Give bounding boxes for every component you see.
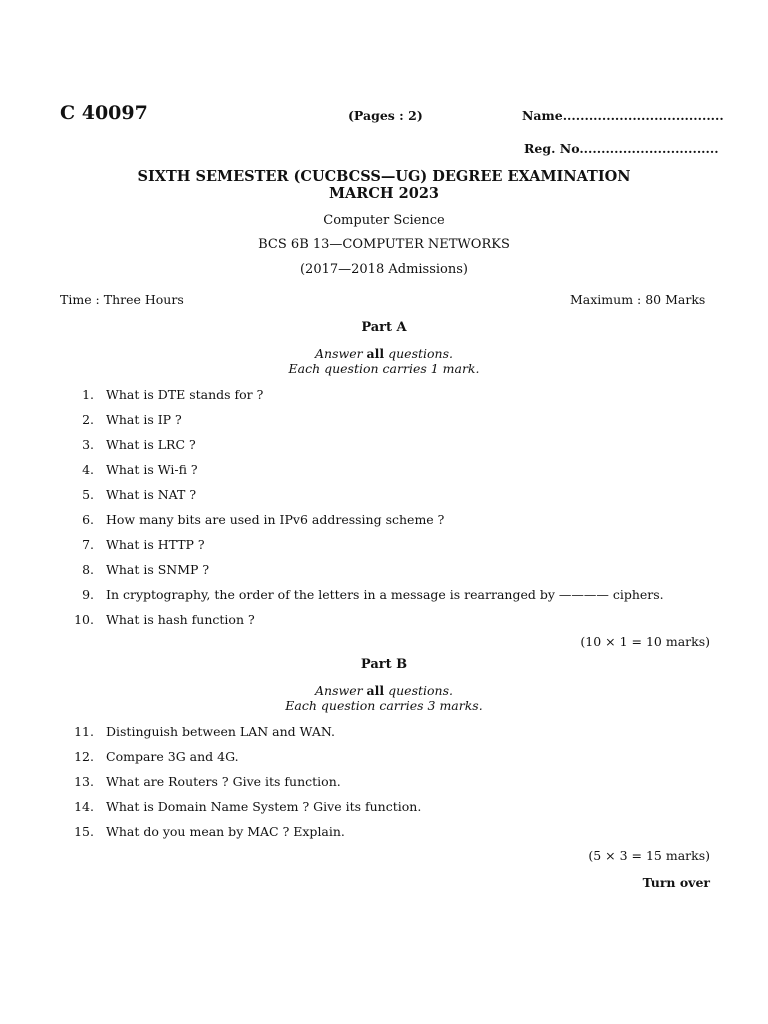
part-b-title: Part B bbox=[360, 657, 408, 672]
part-a-instructions bbox=[0, 346, 768, 376]
question: 10. What is hash function ? bbox=[74, 612, 255, 627]
question: 2. What is IP ? bbox=[82, 412, 182, 427]
question: 11. Distinguish between LAN and WAN. bbox=[74, 724, 336, 739]
exam-title-line1: SIXTH SEMESTER (CUCBCSS—UG) DEGREE EXAMINATION bbox=[137, 168, 631, 185]
paper-title: BCS 6B 13—COMPUTER NETWORKS bbox=[258, 237, 510, 252]
question: 8. What is SNMP ? bbox=[82, 562, 210, 577]
part-b-instruction-line2: Each question carries 3 marks. bbox=[285, 698, 483, 713]
page-count: (Pages : 2) bbox=[348, 108, 423, 123]
exam-title-line2: MARCH 2023 bbox=[329, 185, 439, 202]
maximum-marks: Maximum : 80 Marks bbox=[570, 292, 706, 307]
question: 12. Compare 3G and 4G. bbox=[74, 749, 239, 764]
question: 15. What do you mean by MAC ? Explain. bbox=[74, 824, 345, 839]
admissions: (2017—2018 Admissions) bbox=[299, 262, 468, 277]
question: 7. What is HTTP ? bbox=[82, 537, 205, 552]
part-b-instruction-line1: Answer all questions. bbox=[315, 683, 453, 698]
question: 13. What are Routers ? Give its function. bbox=[74, 774, 341, 789]
question-paper-code: C 40097 bbox=[60, 102, 148, 124]
part-a-instruction-line2: Each question carries 1 mark. bbox=[288, 361, 480, 376]
question: 1. What is DTE stands for ? bbox=[82, 387, 264, 402]
part-b-marks: (5 × 3 = 15 marks) bbox=[588, 848, 710, 863]
part-b-instructions bbox=[0, 683, 768, 713]
question: 5. What is NAT ? bbox=[82, 487, 197, 502]
part-a-marks: (10 × 1 = 10 marks) bbox=[580, 634, 710, 649]
question: 6. How many bits are used in IPv6 addressing scheme ? bbox=[82, 512, 445, 527]
question: 14. What is Domain Name System ? Give its function. bbox=[74, 799, 422, 814]
question: 9. In cryptography, the order of the letters in a message is rearranged by ———— ciphers. bbox=[82, 587, 664, 602]
reg-no-field: Reg. No................................ bbox=[524, 141, 719, 156]
question: 4. What is Wi-fi ? bbox=[82, 462, 198, 477]
question: 3. What is LRC ? bbox=[82, 437, 196, 452]
name-field: Name..................................... bbox=[522, 108, 724, 123]
time-duration: Time : Three Hours bbox=[60, 292, 184, 307]
subject: Computer Science bbox=[323, 213, 445, 228]
exam-title bbox=[0, 168, 768, 202]
part-a-title: Part A bbox=[361, 320, 407, 335]
turn-over: Turn over bbox=[642, 875, 710, 890]
part-a-instruction-line1: Answer all questions. bbox=[315, 346, 453, 361]
